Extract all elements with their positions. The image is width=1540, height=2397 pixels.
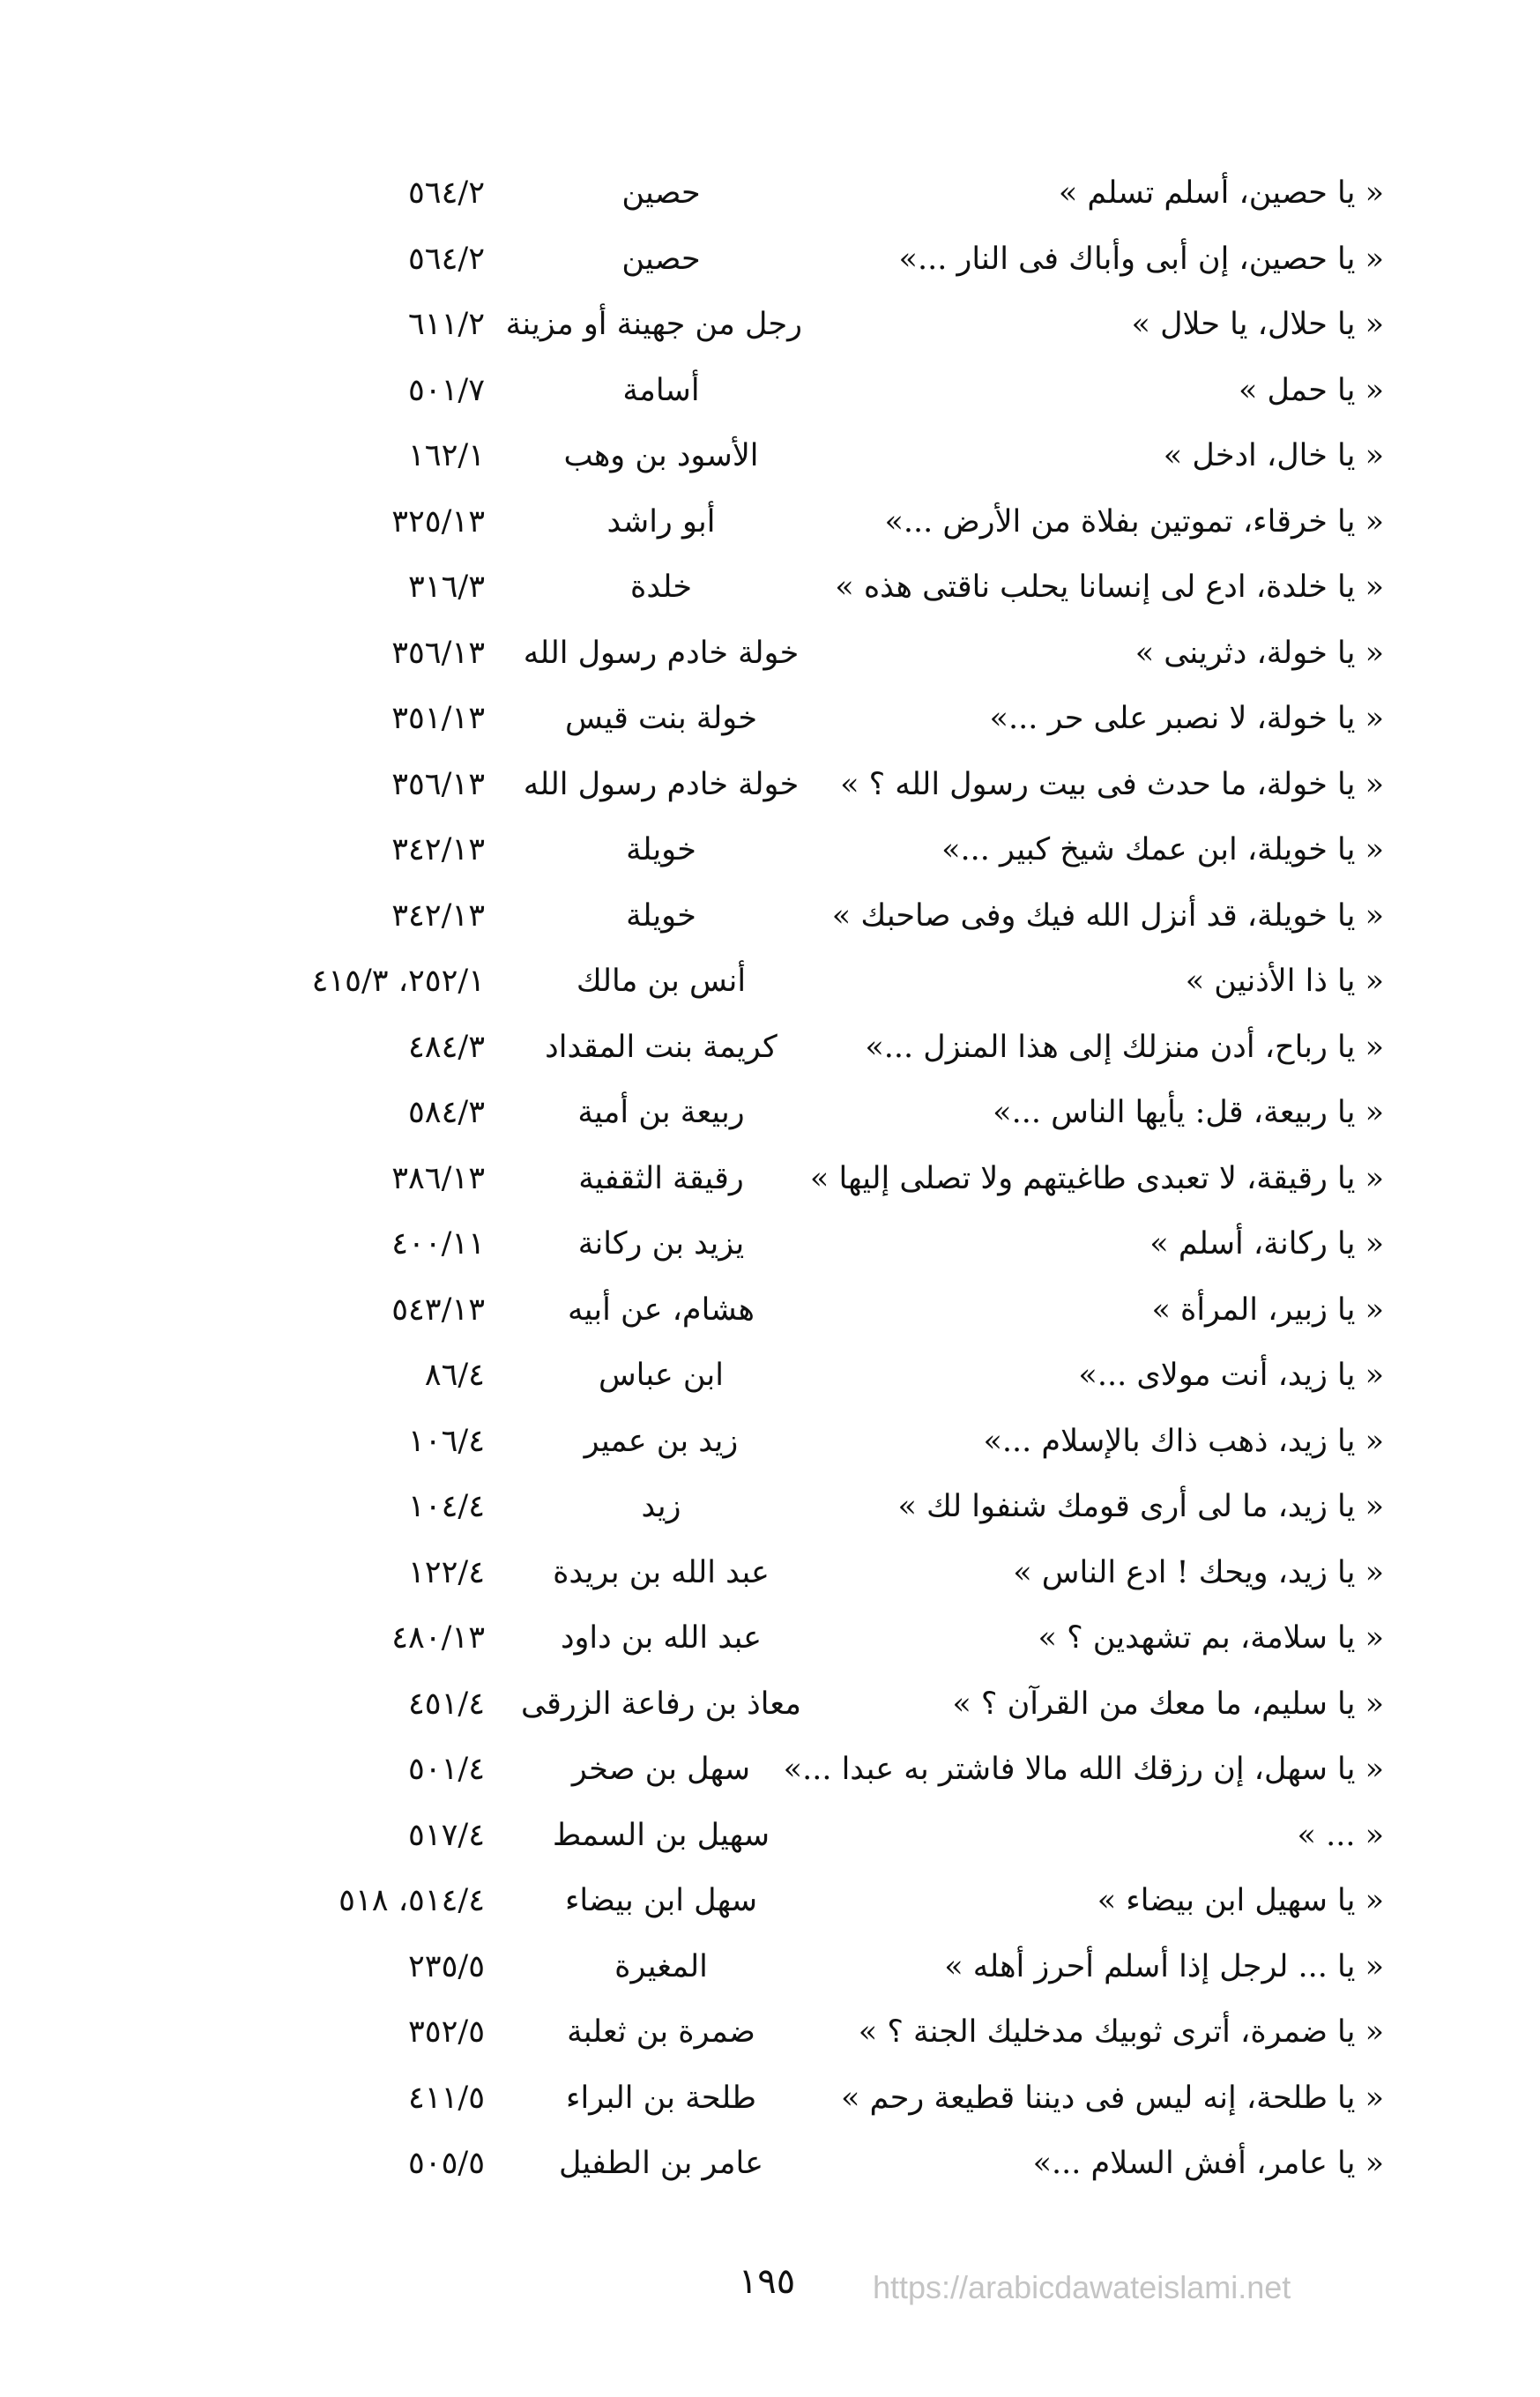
hadith-quote: « يا سلامة، بم تشهدين ؟ »: [1038, 1620, 1384, 1656]
narrator-name: خولة بنت قيس: [565, 701, 757, 736]
narrator-name: عبد الله بن بريدة: [553, 1554, 770, 1590]
index-row: [220, 2000, 1384, 2066]
volume-page-reference: ١٠٤/٤: [408, 1489, 485, 1524]
index-row: [220, 1147, 1384, 1213]
hadith-quote: « يا خولة، ما حدث فى بيت رسول الله ؟ »: [840, 766, 1384, 802]
narrator-name: حصين: [621, 175, 701, 211]
narrator-name: كريمة بنت المقداد: [545, 1029, 777, 1065]
volume-page-reference: ٢٥٢/١، ٤١٥/٣: [311, 964, 485, 999]
volume-page-reference: ٥٠٥/٥: [408, 2146, 485, 2181]
index-row: [220, 622, 1384, 688]
index-row: [220, 1935, 1384, 2001]
volume-page-reference: ١٦٢/١: [408, 438, 485, 473]
index-row: [220, 1738, 1384, 1804]
hadith-quote: « يا زبير، المرأة »: [1151, 1292, 1384, 1328]
hadith-quote: « يا خولة، لا نصبر على حر ...»: [989, 701, 1384, 736]
hadith-quote: « يا ... لرجل إذا أسلم أحرز أهله »: [944, 1948, 1384, 1984]
index-row: [220, 1606, 1384, 1672]
hadith-quote: « يا ربيعة، قل: يأيها الناس ...»: [993, 1095, 1384, 1130]
hadith-quote: « يا سليم، ما معك من القرآن ؟ »: [952, 1686, 1384, 1722]
narrator-name: رجل من جهينة أو مزينة: [505, 307, 802, 342]
index-row: [220, 1344, 1384, 1410]
volume-page-reference: ٤٥١/٤: [408, 1686, 485, 1722]
volume-page-reference: ٣٤٢/١٣: [391, 832, 485, 867]
index-row: [220, 2066, 1384, 2133]
hadith-quote: « ... »: [1297, 1817, 1384, 1853]
volume-page-reference: ٥٠١/٤: [408, 1752, 485, 1787]
index-row: [220, 753, 1384, 819]
narrator-name: خويلة: [626, 832, 696, 867]
volume-page-reference: ٥٨٤/٣: [408, 1095, 485, 1130]
hadith-quote: « يا حمل »: [1239, 372, 1384, 408]
volume-page-reference: ٣٥١/١٣: [391, 701, 485, 736]
narrator-name: الأسود بن وهب: [563, 438, 759, 473]
page-number: ١٩٥: [738, 2261, 796, 2302]
narrator-name: هشام، عن أبيه: [568, 1292, 755, 1328]
narrator-name: ابن عباس: [598, 1358, 725, 1393]
hadith-quote: « يا زيد، ويحك ! ادع الناس »: [1013, 1554, 1384, 1590]
hadith-quote: « يا ضمرة، أترى ثوبيك مدخليك الجنة ؟ »: [858, 2014, 1384, 2050]
volume-page-reference: ٥١٤/٤، ٥١٨: [339, 1883, 485, 1918]
hadith-quote: « يا ذا الأذنين »: [1185, 964, 1384, 999]
narrator-name: أنس بن مالك: [576, 964, 747, 999]
volume-page-reference: ١٢٢/٤: [408, 1554, 485, 1590]
hadith-quote: « يا حلال، يا حلال »: [1131, 307, 1384, 342]
hadith-quote: « يا زيد، ما لى أرى قومك شنفوا لك »: [897, 1489, 1384, 1524]
hadith-quote: « يا خال، ادخل »: [1163, 438, 1384, 473]
index-row: [220, 1278, 1384, 1344]
narrator-name: المغيرة: [614, 1948, 708, 1984]
narrator-name: زيد بن عمير: [584, 1423, 739, 1459]
index-row: [220, 2132, 1384, 2198]
index-row: [220, 1410, 1384, 1476]
narrator-name: زيد: [641, 1489, 681, 1524]
index-row: [220, 1672, 1384, 1738]
hadith-quote: « يا رقيقة، لا تعبدى طاغيتهم ولا تصلى إليها »: [809, 1160, 1384, 1196]
index-row: [220, 1475, 1384, 1541]
volume-page-reference: ١٠٦/٤: [408, 1423, 485, 1459]
narrator-name: خويلة: [626, 897, 696, 934]
hadith-quote: « يا خرقاء، تموتين بفلاة من الأرض ...»: [884, 503, 1384, 540]
index-row: [220, 949, 1384, 1016]
volume-page-reference: ٣٥٢/٥: [408, 2014, 485, 2050]
narrator-name: عبد الله بن داود: [560, 1620, 763, 1656]
index-row: [220, 227, 1384, 294]
hadith-quote: « يا خويلة، قد أنزل الله فيك وفى صاحبك »: [831, 897, 1384, 934]
index-row: [220, 490, 1384, 556]
hadith-quote: « يا خويلة، ابن عمك شيخ كبير ...»: [941, 832, 1384, 867]
index-row: [220, 161, 1384, 227]
index-row: [220, 1212, 1384, 1278]
index-row: [220, 1541, 1384, 1607]
hadith-quote: « يا ركانة، أسلم »: [1149, 1226, 1384, 1262]
index-row: [220, 293, 1384, 359]
narrator-name: ربيعة بن أمية: [577, 1095, 745, 1130]
hadith-quote: « يا عامر، أفش السلام ...»: [1032, 2146, 1384, 2181]
volume-page-reference: ٤٠٠/١١: [391, 1226, 485, 1262]
watermark-url: https://arabicdawateislami.net: [873, 2269, 1291, 2305]
narrator-name: سهل ابن بيضاء: [564, 1883, 758, 1918]
narrator-name: خولة خادم رسول الله: [523, 635, 800, 671]
hadith-quote: « يا حصين، أسلم تسلم »: [1058, 175, 1384, 211]
volume-page-reference: ٥١٧/٤: [408, 1817, 485, 1853]
narrator-name: خولة خادم رسول الله: [523, 766, 800, 802]
volume-page-reference: ٥٦٤/٢: [408, 175, 485, 211]
narrator-name: أبو راشد: [606, 503, 716, 540]
volume-page-reference: ٥٦٤/٢: [408, 241, 485, 277]
hadith-quote: « يا حصين، إن أبى وأباك فى النار ...»: [898, 241, 1384, 277]
volume-page-reference: ٣٨٦/١٣: [391, 1160, 485, 1196]
hadith-index-table: [220, 161, 1384, 2198]
index-row: [220, 1869, 1384, 1935]
narrator-name: معاذ بن رفاعة الزرقى: [520, 1686, 802, 1722]
volume-page-reference: ٥٠١/٧: [408, 372, 485, 408]
volume-page-reference: ٨٦/٤: [424, 1358, 485, 1393]
hadith-quote: « يا سهل، إن رزقك الله مالا فاشتر به عبدا ...»: [783, 1752, 1384, 1787]
volume-page-reference: ٣٥٦/١٣: [391, 766, 485, 802]
index-row: [220, 818, 1384, 884]
index-row: [220, 1016, 1384, 1082]
index-row: [220, 687, 1384, 753]
narrator-name: يزيد بن ركانة: [577, 1226, 745, 1262]
index-row: [220, 1804, 1384, 1870]
narrator-name: رقيقة الثقفية: [578, 1160, 744, 1196]
index-row: [220, 884, 1384, 950]
volume-page-reference: ٣٥٦/١٣: [391, 635, 485, 671]
narrator-name: خلدة: [630, 569, 692, 605]
hadith-quote: « يا طلحة، إنه ليس فى ديننا قطيعة رحم »: [840, 2080, 1384, 2116]
volume-page-reference: ٤٨٤/٣: [408, 1029, 485, 1065]
volume-page-reference: ٣١٦/٣: [408, 569, 485, 605]
hadith-quote: « يا خولة، دثرينى »: [1135, 635, 1384, 671]
volume-page-reference: ٢٣٥/٥: [408, 1948, 485, 1984]
hadith-quote: « يا خلدة، ادع لى إنسانا يحلب ناقتى هذه »: [835, 569, 1384, 605]
hadith-quote: « يا زيد، ذهب ذاك بالإسلام ...»: [983, 1423, 1384, 1459]
volume-page-reference: ٣٤٢/١٣: [391, 897, 485, 934]
narrator-name: سهيل بن السمط: [552, 1817, 770, 1853]
narrator-name: أسامة: [622, 372, 700, 408]
index-row: [220, 555, 1384, 622]
volume-page-reference: ٤١١/٥: [408, 2080, 485, 2116]
volume-page-reference: ٣٢٥/١٣: [391, 503, 485, 540]
narrator-name: عامر بن الطفيل: [558, 2146, 764, 2181]
index-row: [220, 359, 1384, 425]
narrator-name: حصين: [621, 241, 701, 277]
hadith-quote: « يا رباح، أدن منزلك إلى هذا المنزل ...»: [865, 1029, 1384, 1065]
narrator-name: ضمرة بن ثعلبة: [567, 2014, 755, 2050]
index-row: [220, 424, 1384, 490]
narrator-name: طلحة بن البراء: [566, 2080, 756, 2116]
narrator-name: سهل بن صخر: [571, 1752, 751, 1787]
index-row: [220, 1081, 1384, 1147]
volume-page-reference: ٦١١/٢: [408, 307, 485, 342]
hadith-quote: « يا سهيل ابن بيضاء »: [1097, 1883, 1384, 1918]
volume-page-reference: ٤٨٠/١٣: [391, 1620, 485, 1656]
hadith-quote: « يا زيد، أنت مولاى ...»: [1078, 1358, 1384, 1393]
volume-page-reference: ٥٤٣/١٣: [391, 1292, 485, 1328]
